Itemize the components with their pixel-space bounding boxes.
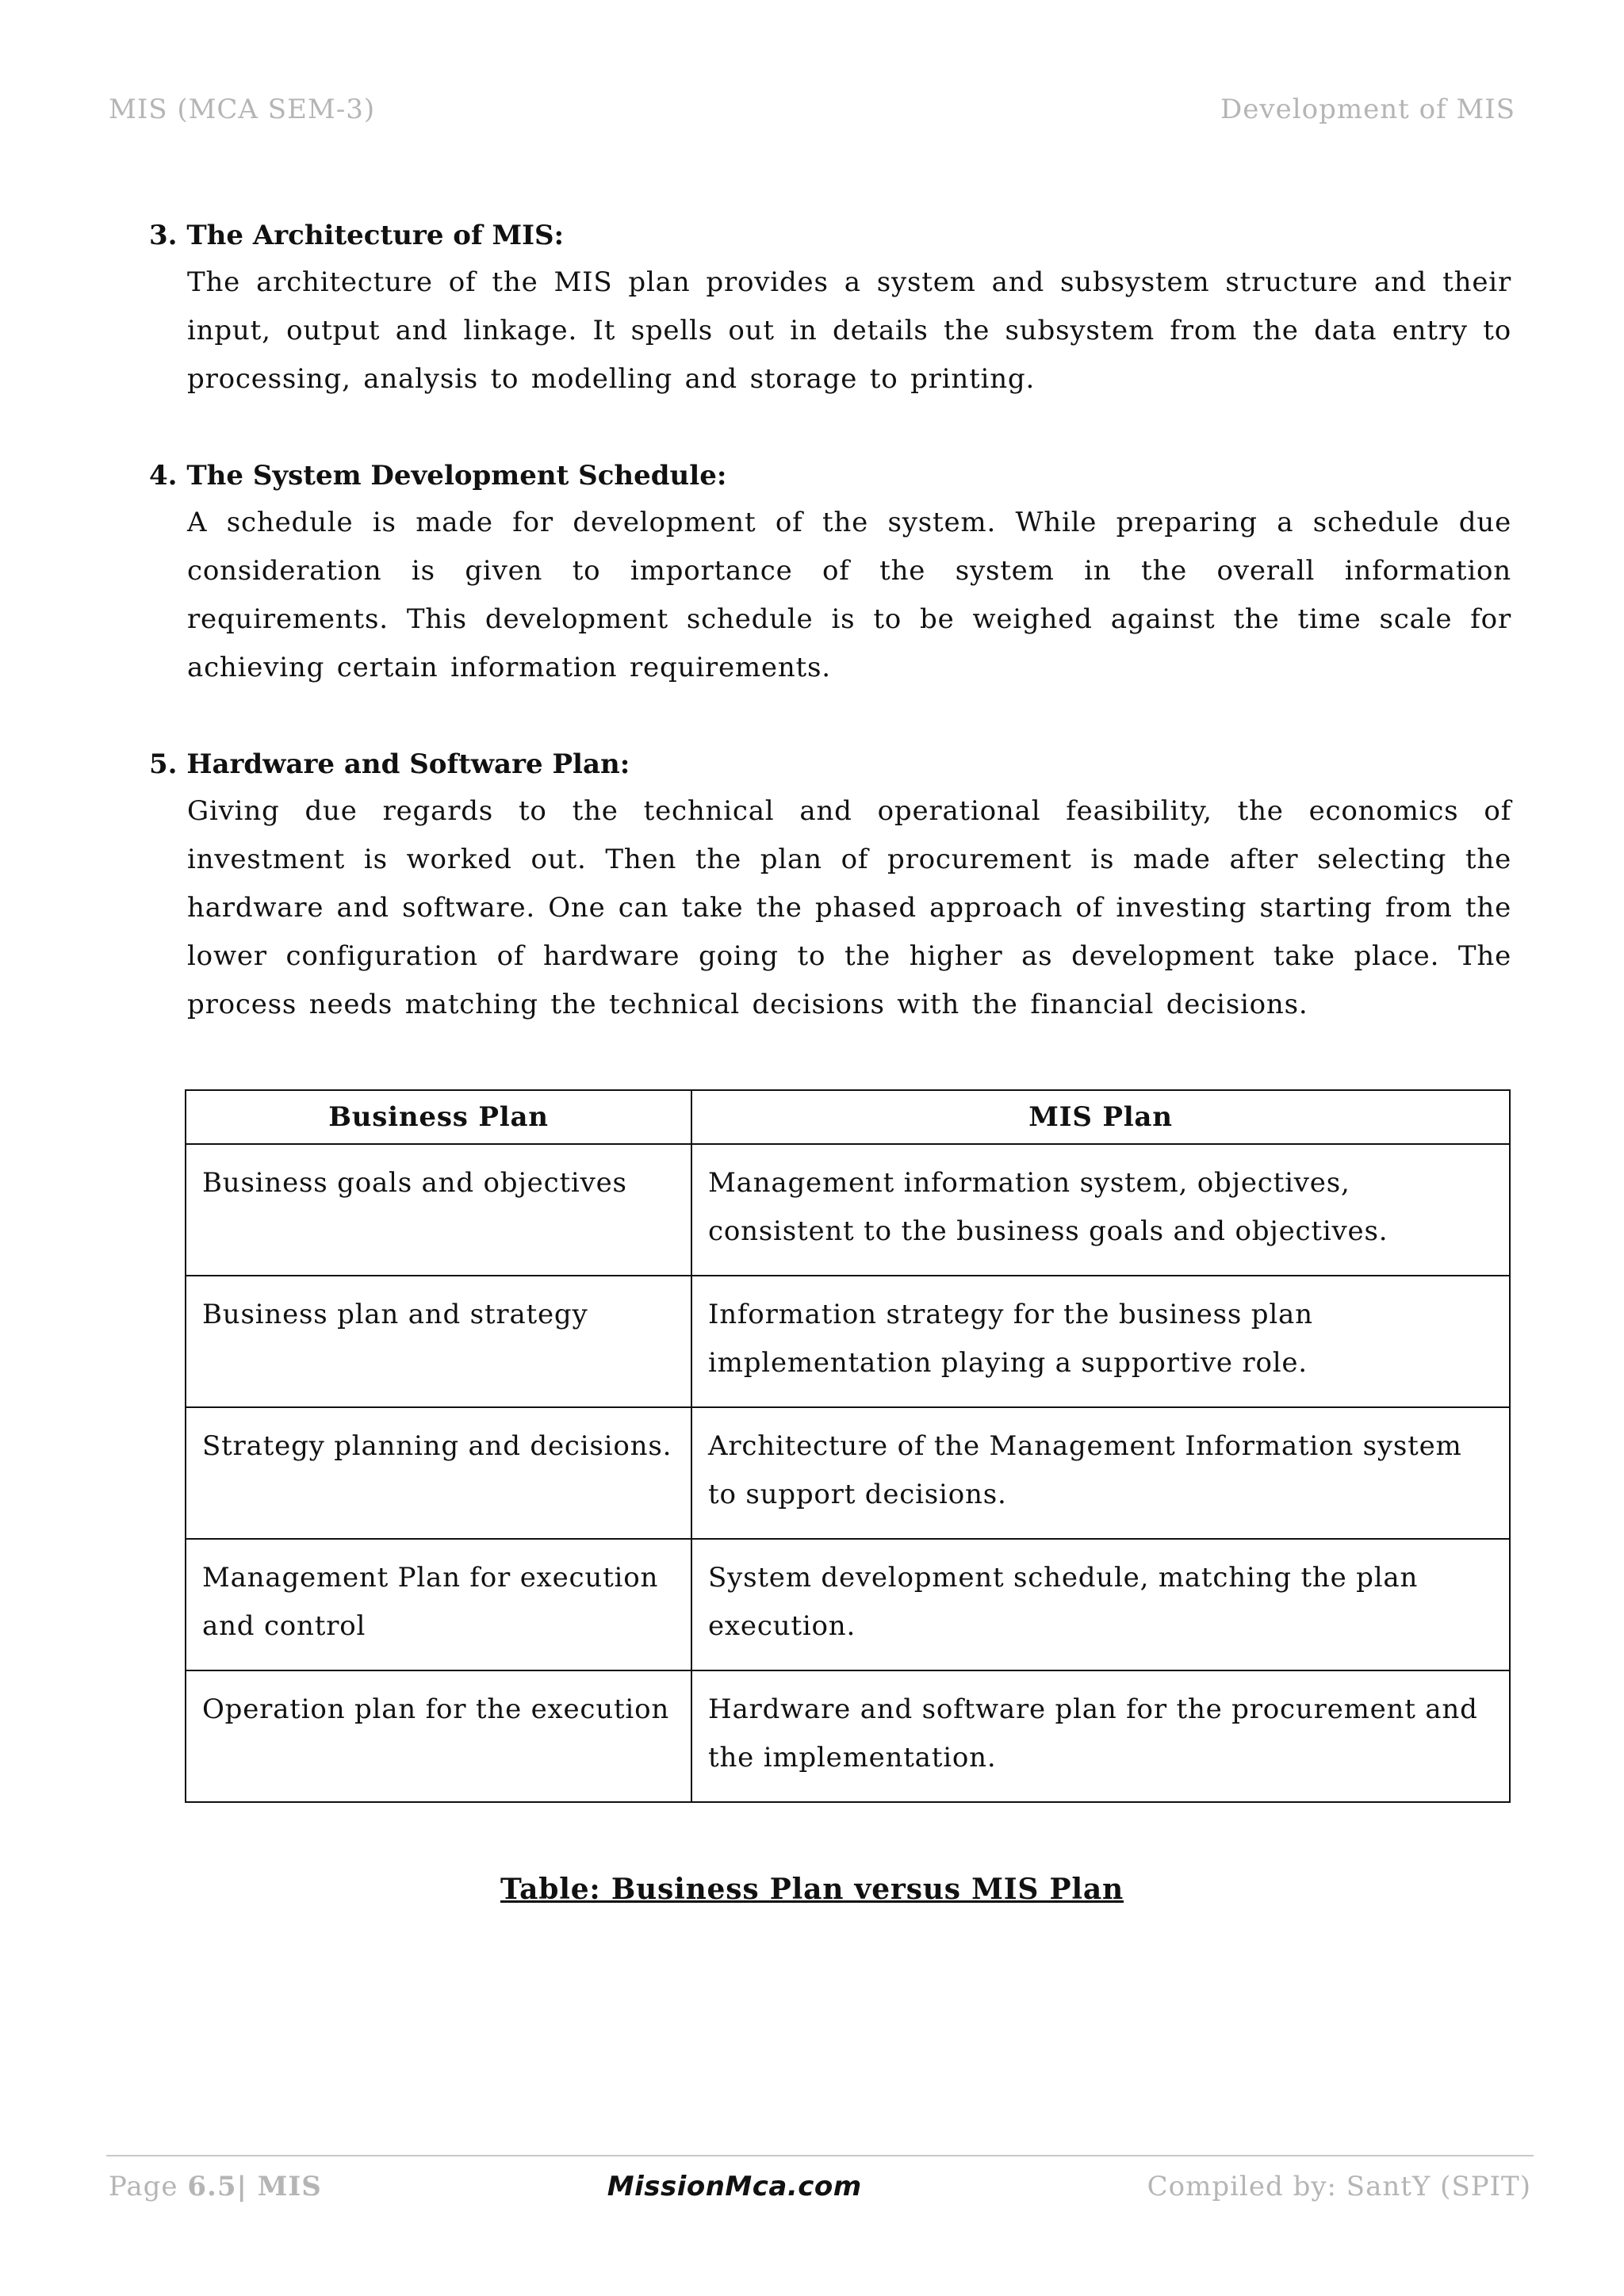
table-row: [186, 1144, 1510, 1276]
table-cell: Information strategy for the business plan implementation playing a supportive role.: [691, 1276, 1510, 1407]
table-caption: Table: Business Plan versus MIS Plan: [500, 1873, 1124, 1906]
column-header-mis-plan: MIS Plan: [691, 1090, 1510, 1144]
section-number: 5.: [149, 748, 178, 780]
header-chapter: Development of MIS: [1220, 94, 1515, 125]
table-cell: Hardware and software plan for the procurement and the implementation.: [691, 1670, 1510, 1802]
table-header-row: [186, 1090, 1510, 1144]
table-cell: Strategy planning and decisions.: [186, 1407, 691, 1539]
section-hardware-software: [149, 741, 1511, 1029]
section-body: Giving due regards to the technical and operational feasibility, the economics of investment is worked out. Then the plan of procurement is made after selecting the hardware and software. One can take the phased approach of investing starting from the lower configuration of hardware going to the higher as development take place. The process needs matching the technical decisions with the financial decisions.: [187, 795, 1511, 1020]
table-row: [186, 1407, 1510, 1539]
page-footer: [109, 2171, 1531, 2202]
page-prefix: Page: [109, 2171, 188, 2202]
section-body: The architecture of the MIS plan provides a system and subsystem structure and their input, output and linkage. It spells out in details the subsystem from the data entry to processing, analysis to modelling and storage to printing.: [187, 266, 1511, 395]
footer-divider: [106, 2155, 1534, 2156]
footer-compiled-by: Compiled by: SantY (SPIT): [1147, 2171, 1531, 2202]
table-cell: Management Plan for execution and control: [186, 1539, 691, 1670]
table-row: [186, 1539, 1510, 1670]
missionmca-logo: MissionMca.com: [607, 2171, 862, 2202]
business-vs-mis-table: [185, 1089, 1511, 1803]
page-suffix: | MIS: [236, 2171, 322, 2202]
table-cell: Architecture of the Management Information system to support decisions.: [691, 1407, 1510, 1539]
table-row: [186, 1276, 1510, 1407]
section-number: 3.: [149, 220, 178, 251]
column-header-business-plan: Business Plan: [186, 1090, 691, 1144]
section-architecture: [149, 212, 1511, 404]
table-row: [186, 1670, 1510, 1802]
page-header: [109, 94, 1515, 125]
section-title: The System Development Schedule:: [186, 460, 727, 492]
footer-page-info: [109, 2171, 322, 2202]
table-cell: Management information system, objectives, consistent to the business goals and objectives.: [691, 1144, 1510, 1276]
table-cell: Operation plan for the execution: [186, 1670, 691, 1802]
table-cell: System development schedule, matching the plan execution.: [691, 1539, 1510, 1670]
header-course: MIS (MCA SEM-3): [109, 94, 376, 125]
table-cell: Business goals and objectives: [186, 1144, 691, 1276]
section-heading: [149, 212, 1511, 258]
page-number: 6.5: [187, 2171, 237, 2202]
section-heading: [149, 741, 1511, 787]
section-title: The Architecture of MIS:: [186, 220, 565, 251]
section-heading: [149, 453, 1511, 499]
main-content: [149, 212, 1511, 1078]
section-development-schedule: [149, 453, 1511, 692]
section-title: Hardware and Software Plan:: [186, 748, 630, 780]
section-number: 4.: [149, 460, 178, 492]
table-cell: Business plan and strategy: [186, 1276, 691, 1407]
section-body: A schedule is made for development of the system. While preparing a schedule due consideration is given to importance of the system in the overall information requirements. This development schedule is to be weighed against the time scale for achieving certain information requirements.: [187, 507, 1511, 683]
